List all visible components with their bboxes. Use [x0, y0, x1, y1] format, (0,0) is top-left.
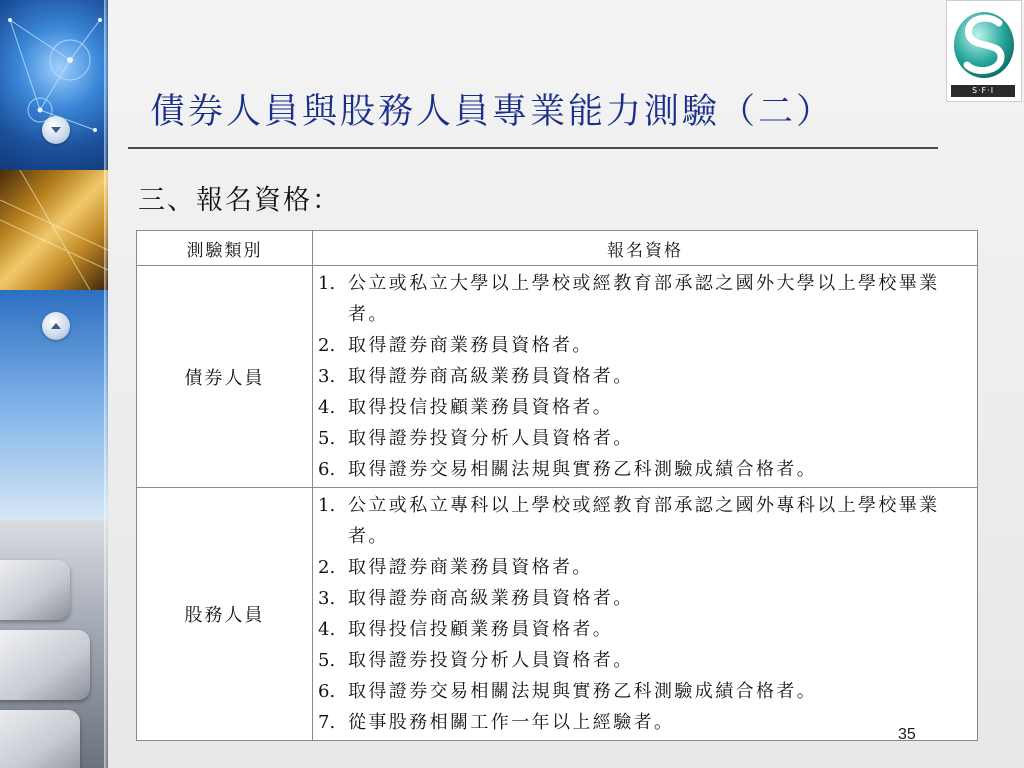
item-text: 取得證券商高級業務員資格者。	[348, 366, 634, 387]
item-text: 取得證券商業務員資格者。	[348, 557, 593, 578]
item-number: 4.	[318, 619, 336, 640]
requirements-cell	[313, 266, 978, 488]
item-text: 公立或私立大學以上學校或經教育部承認之國外大學以上學校畢業者。	[348, 273, 940, 325]
header-category: 測驗類別	[137, 231, 313, 266]
item-number: 3.	[318, 588, 336, 609]
header-eligibility: 報名資格	[313, 231, 978, 266]
item-text: 取得證券交易相關法規與實務乙科測驗成績合格者。	[348, 459, 818, 480]
requirements-list	[318, 268, 975, 485]
category-cell: 債券人員	[137, 266, 313, 488]
list-item	[318, 330, 975, 361]
item-text: 取得投信投顧業務員資格者。	[348, 397, 614, 418]
list-item	[318, 707, 975, 738]
chevron-down-circle-icon[interactable]	[42, 116, 70, 144]
page-title: 債券人員與股務人員專業能力測驗（二）	[150, 92, 835, 132]
item-number: 5.	[318, 428, 336, 449]
item-number: 5.	[318, 650, 336, 671]
network-lines-icon	[0, 0, 108, 170]
category-cell: 股務人員	[137, 488, 313, 741]
keyboard-image	[0, 520, 108, 768]
item-text: 取得投信投顧業務員資格者。	[348, 619, 614, 640]
item-number: 2.	[318, 557, 336, 578]
item-number: 7.	[318, 712, 336, 733]
sfi-logo-icon	[947, 1, 1021, 87]
sfi-logo	[946, 0, 1022, 102]
list-item	[318, 423, 975, 454]
list-item	[318, 645, 975, 676]
eligibility-table	[136, 230, 978, 741]
item-number: 6.	[318, 681, 336, 702]
keyboard-key	[0, 560, 70, 620]
item-text: 取得證券交易相關法規與實務乙科測驗成績合格者。	[348, 681, 818, 702]
item-text: 取得證券投資分析人員資格者。	[348, 650, 634, 671]
item-number: 2.	[318, 335, 336, 356]
table-row	[137, 266, 978, 488]
item-number: 4.	[318, 397, 336, 418]
list-item	[318, 552, 975, 583]
item-number: 3.	[318, 366, 336, 387]
item-number: 1.	[318, 273, 336, 294]
requirements-cell	[313, 488, 978, 741]
keyboard-key	[0, 630, 90, 700]
list-item	[318, 392, 975, 423]
item-number: 6.	[318, 459, 336, 480]
list-item	[318, 614, 975, 645]
table-header-row	[137, 231, 978, 266]
list-item	[318, 583, 975, 614]
item-text: 取得證券商高級業務員資格者。	[348, 588, 634, 609]
item-text: 公立或私立專科以上學校或經教育部承認之國外專科以上學校畢業者。	[348, 495, 940, 547]
list-item	[318, 454, 975, 485]
title-divider	[128, 147, 938, 149]
page-number: 35	[898, 726, 916, 743]
decorative-side-image	[0, 0, 108, 768]
list-item	[318, 268, 975, 330]
section-heading: 三、報名資格：	[138, 185, 341, 216]
chevron-up-circle-icon[interactable]	[42, 312, 70, 340]
keyboard-key	[0, 710, 80, 768]
item-text: 從事股務相關工作一年以上經驗者。	[348, 712, 675, 733]
strip-highlight	[104, 0, 108, 768]
table-row	[137, 488, 978, 741]
item-text: 取得證券商業務員資格者。	[348, 335, 593, 356]
item-number: 1.	[318, 495, 336, 516]
logo-caption: S·F·I	[951, 85, 1015, 97]
gold-instrument-image	[0, 170, 108, 290]
requirements-list	[318, 490, 975, 738]
item-text: 取得證券投資分析人員資格者。	[348, 428, 634, 449]
list-item	[318, 676, 975, 707]
blue-network-image	[0, 0, 108, 170]
list-item	[318, 361, 975, 392]
list-item	[318, 490, 975, 552]
